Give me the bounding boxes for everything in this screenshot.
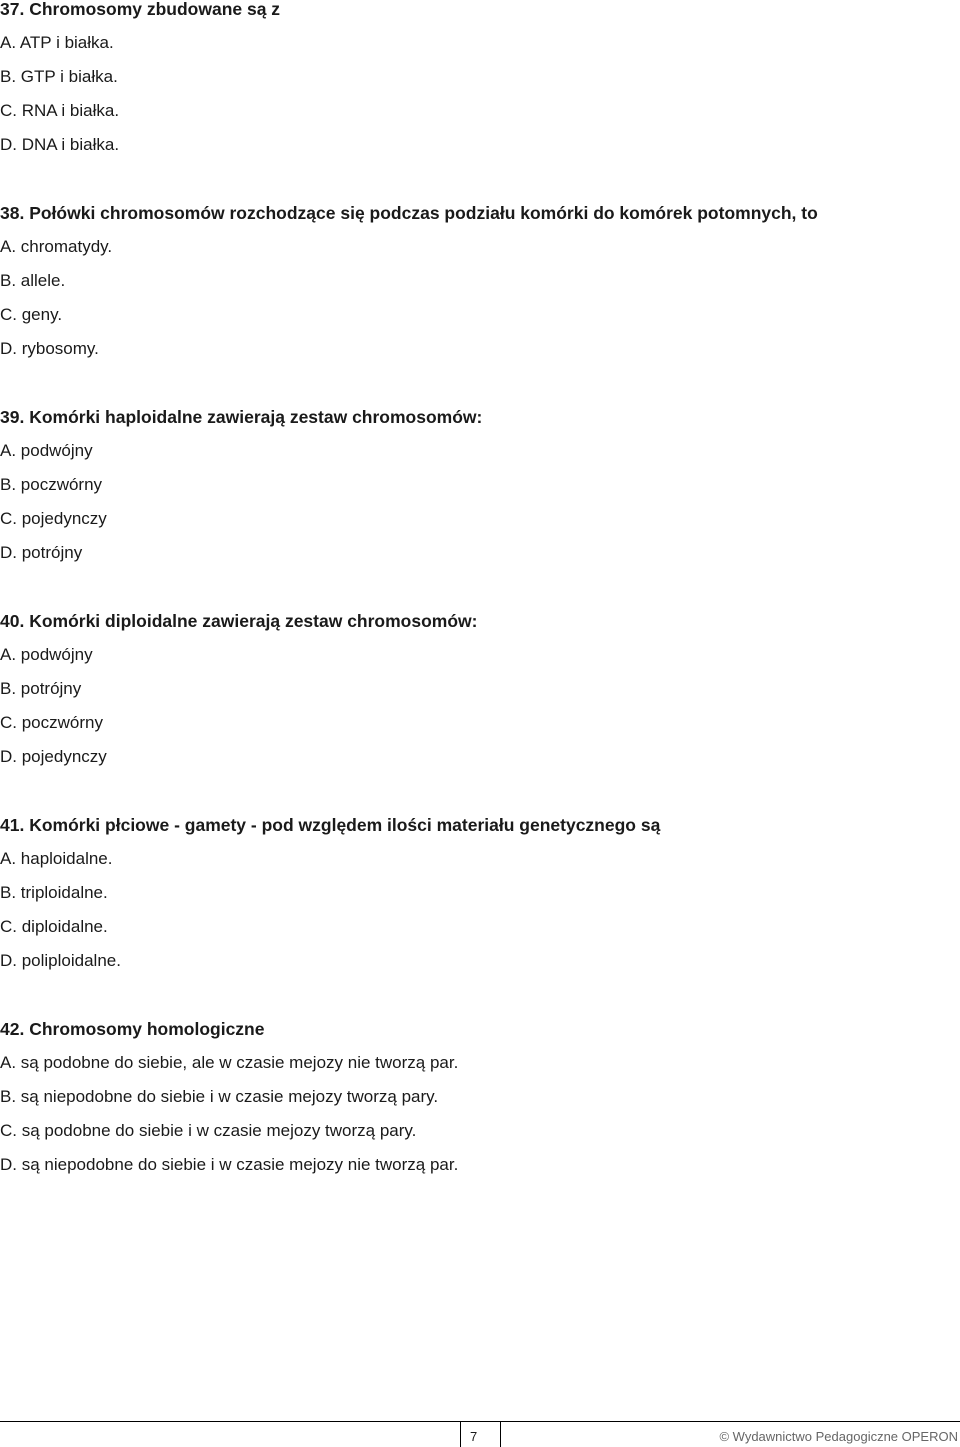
answer-option: B. potrójny [0, 679, 82, 698]
answer-option: D. są niepodobne do siebie i w czasie mejozy nie tworzą par. [0, 1155, 459, 1174]
question-title: 39. Komórki haploidalne zawierają zestaw chromosomów: [0, 407, 483, 427]
footer-separator-left [460, 1421, 461, 1447]
spacer [0, 782, 940, 816]
question-40 [0, 612, 940, 816]
answer-option: A. haploidalne. [0, 849, 113, 868]
spacer [0, 374, 940, 408]
answer-option: B. allele. [0, 271, 66, 290]
question-42 [0, 1020, 940, 1190]
answer-option: C. RNA i białka. [0, 101, 120, 120]
answer-option: C. geny. [0, 305, 63, 324]
answer-option: C. są podobne do siebie i w czasie mejozy tworzą pary. [0, 1121, 417, 1140]
answer-option: D. DNA i białka. [0, 135, 120, 154]
answer-option: B. są niepodobne do siebie i w czasie mejozy tworzą pary. [0, 1087, 439, 1106]
question-title: 41. Komórki płciowe - gamety - pod względem ilości materiału genetycznego są [0, 815, 661, 835]
answer-option: B. GTP i białka. [0, 67, 118, 86]
answer-option: D. pojedynczy [0, 747, 107, 766]
spacer [0, 986, 940, 1020]
spacer [0, 170, 940, 204]
question-37 [0, 0, 940, 204]
question-title: 40. Komórki diploidalne zawierają zestaw chromosomów: [0, 611, 478, 631]
answer-option: C. pojedynczy [0, 509, 107, 528]
answer-option: A. chromatydy. [0, 237, 113, 256]
answer-option: D. poliploidalne. [0, 951, 121, 970]
page-number: 7 [470, 1429, 478, 1444]
footer-separator-right [500, 1421, 501, 1447]
answer-option: A. podwójny [0, 441, 93, 460]
question-41 [0, 816, 940, 1020]
question-title: 37. Chromosomy zbudowane są z [0, 0, 281, 19]
question-38 [0, 204, 940, 408]
answer-option: A. ATP i białka. [0, 33, 114, 52]
answer-option: C. poczwórny [0, 713, 103, 732]
footer-divider [0, 1421, 960, 1422]
spacer [0, 578, 940, 612]
question-39 [0, 408, 940, 612]
question-title: 38. Połówki chromosomów rozchodzące się podczas podziału komórki do komórek potomnych, to [0, 203, 818, 223]
answer-option: D. rybosomy. [0, 339, 99, 358]
answer-option: B. triploidalne. [0, 883, 108, 902]
answer-option: C. diploidalne. [0, 917, 108, 936]
answer-option: B. poczwórny [0, 475, 103, 494]
answer-option: A. podwójny [0, 645, 93, 664]
answer-option: D. potrójny [0, 543, 83, 562]
copyright-notice: © Wydawnictwo Pedagogiczne OPERON [719, 1429, 958, 1444]
question-title: 42. Chromosomy homologiczne [0, 1019, 265, 1039]
answer-option: A. są podobne do siebie, ale w czasie mejozy nie tworzą par. [0, 1053, 459, 1072]
